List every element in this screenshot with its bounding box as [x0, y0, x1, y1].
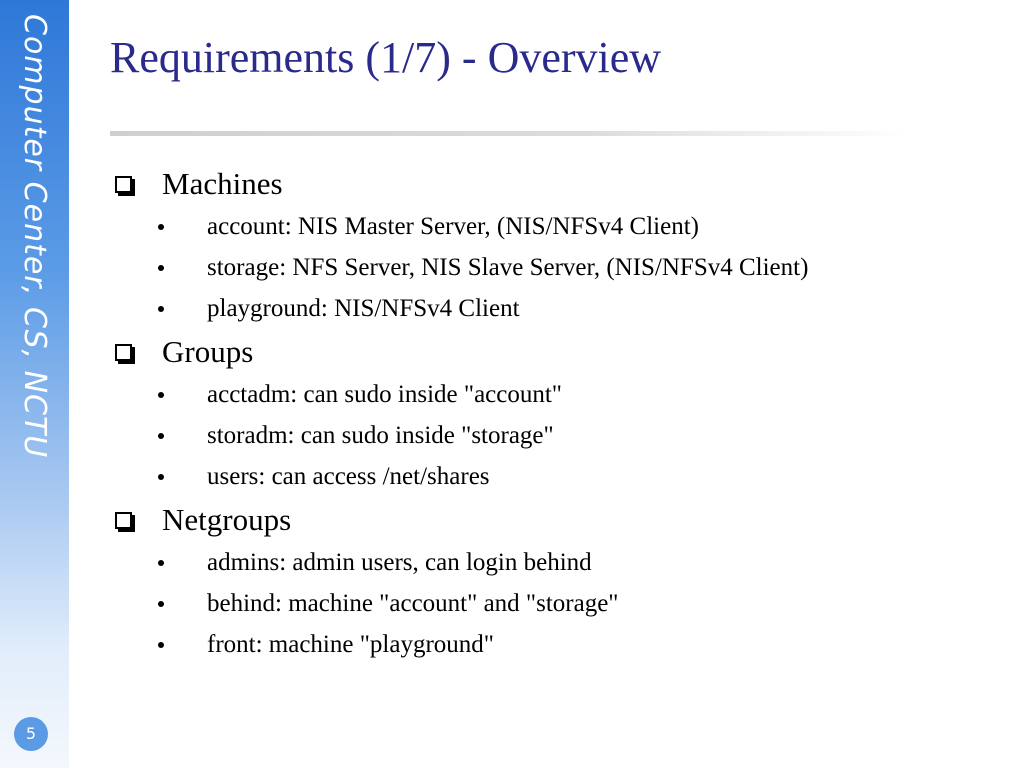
list-item-text: admins: admin users, can login behind	[207, 548, 592, 576]
bullet-dot-icon	[158, 560, 164, 566]
sidebar-label	[0, 0, 69, 768]
list-item	[110, 624, 990, 665]
list-item	[110, 415, 990, 456]
section-heading	[110, 498, 990, 542]
slide-title: Requirements (1/7) - Overview	[110, 33, 662, 82]
bullet-dot-icon	[158, 642, 164, 648]
list-item	[110, 206, 990, 247]
list-item-text: storage: NFS Server, NIS Slave Server, (NIS/NFSv4 Client)	[207, 253, 809, 281]
checkbox-bullet-icon	[115, 344, 132, 361]
title-divider	[110, 131, 910, 136]
list-item-text: front: machine "playground"	[207, 630, 494, 658]
bullet-list	[110, 542, 990, 665]
list-item-text: behind: machine "account" and "storage"	[207, 589, 619, 617]
bullet-list	[110, 374, 990, 497]
section-netgroups	[110, 498, 990, 665]
list-item	[110, 288, 990, 329]
list-item	[110, 374, 990, 415]
slide-content	[110, 162, 990, 665]
section-groups	[110, 330, 990, 497]
bullet-dot-icon	[158, 392, 164, 398]
list-item-text: acctadm: can sudo inside "account"	[207, 380, 563, 408]
list-item	[110, 542, 990, 583]
section-heading-text: Groups	[162, 334, 254, 369]
list-item	[110, 583, 990, 624]
list-item-text: playground: NIS/NFSv4 Client	[207, 294, 520, 322]
list-item-text: account: NIS Master Server, (NIS/NFSv4 Client)	[207, 212, 699, 240]
section-heading-text: Netgroups	[162, 502, 292, 537]
checkbox-bullet-icon	[115, 512, 132, 529]
page-number-badge: 5	[14, 717, 48, 751]
list-item	[110, 247, 990, 288]
section-machines	[110, 162, 990, 329]
section-heading	[110, 162, 990, 206]
bullet-dot-icon	[158, 601, 164, 607]
bullet-dot-icon	[158, 433, 164, 439]
bullet-dot-icon	[158, 474, 164, 480]
list-item-text: users: can access /net/shares	[207, 462, 490, 490]
sidebar-label-text: Computer Center, CS, NCTU	[17, 14, 52, 459]
list-item-text: storadm: can sudo inside "storage"	[207, 421, 554, 449]
list-item	[110, 456, 990, 497]
bullet-dot-icon	[158, 265, 164, 271]
bullet-list	[110, 206, 990, 329]
bullet-dot-icon	[158, 224, 164, 230]
section-heading-text: Machines	[162, 166, 283, 201]
checkbox-bullet-icon	[115, 176, 132, 193]
section-heading	[110, 330, 990, 374]
bullet-dot-icon	[158, 306, 164, 312]
